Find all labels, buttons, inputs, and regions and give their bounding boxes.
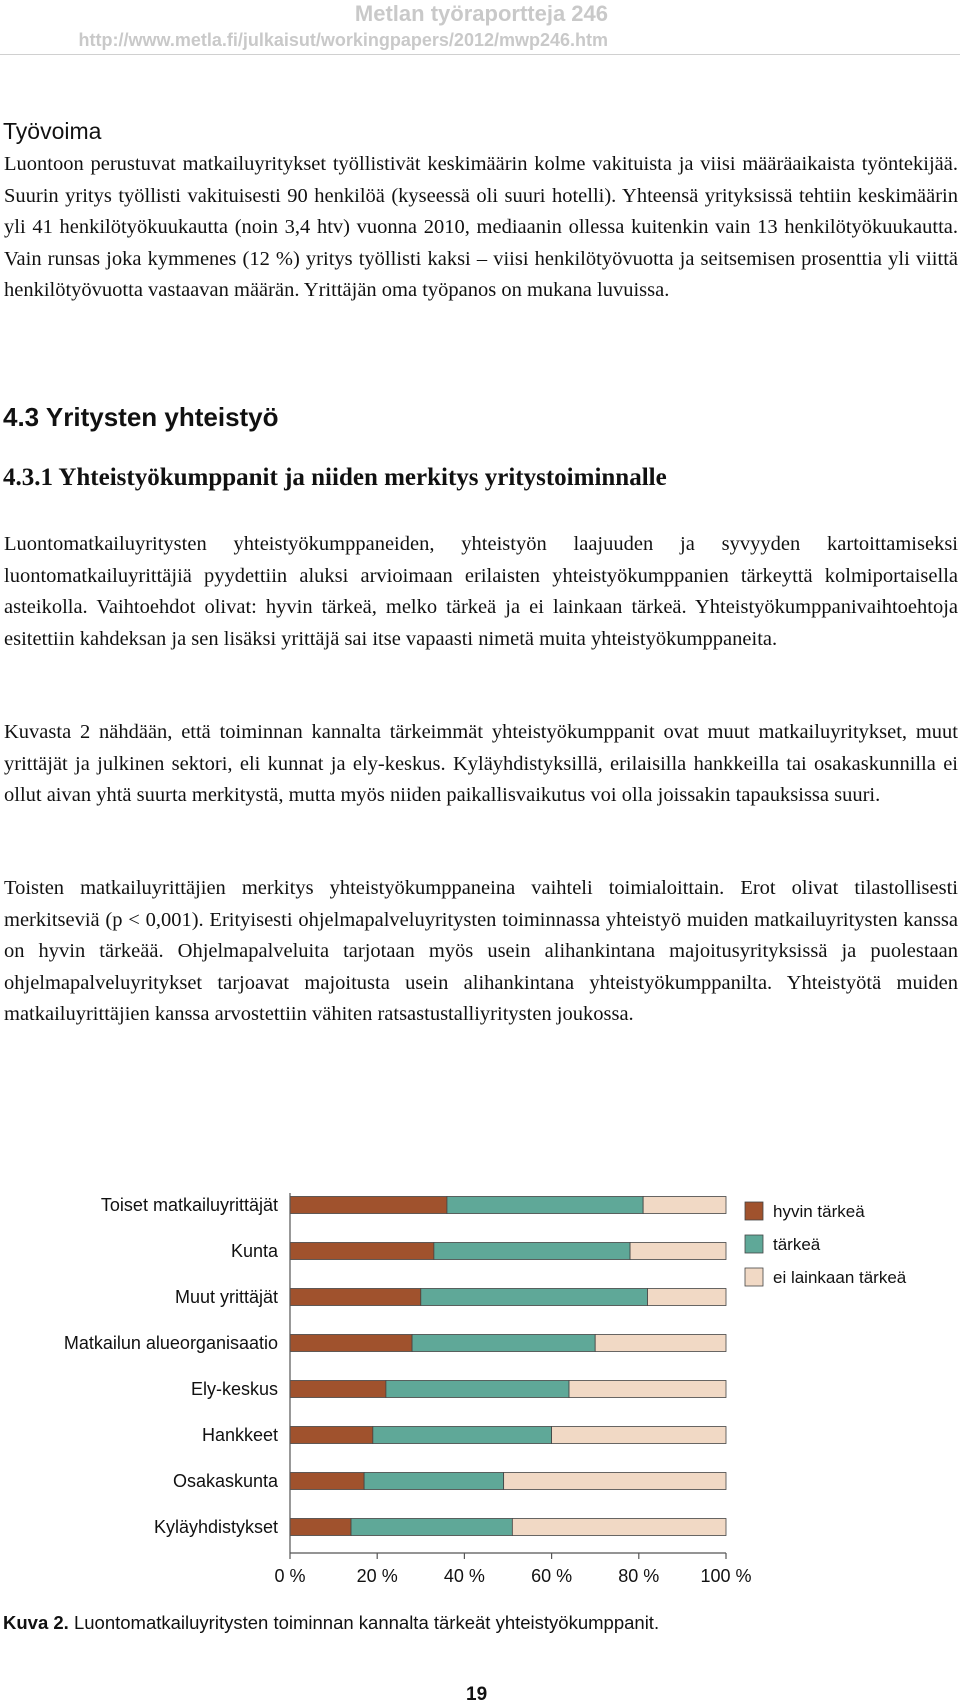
legend-swatch xyxy=(745,1202,763,1220)
figure-caption-label: Kuva 2. xyxy=(3,1612,69,1633)
category-label: Ely-keskus xyxy=(190,1379,278,1399)
category-label: Hankkeet xyxy=(201,1425,278,1445)
category-labels xyxy=(64,1195,279,1537)
bar-segment xyxy=(648,1289,726,1306)
journal-series-title: Metlan työraportteja 246 xyxy=(354,1,608,26)
bar-segment xyxy=(412,1335,595,1352)
category-label: Toiset matkailuyrittäjät xyxy=(100,1195,278,1215)
category-label: Osakaskunta xyxy=(172,1471,278,1491)
bar-segment xyxy=(434,1243,630,1260)
bar-segment xyxy=(630,1243,726,1260)
x-tick-label: 0 % xyxy=(274,1566,306,1586)
bars xyxy=(290,1197,726,1536)
x-ticks xyxy=(274,1553,751,1586)
paragraph-differences: Toisten matkailuyrittäjien merkitys yhteistyökumppaneina vaihteli toimialoittain. Erot olivat tilastollisesti merkitseviä (p < 0,001). Erityisesti ohjelmapalveluyritysten toiminnassa yhteistyö muiden matkailuyritysten kanssa on hyvin tärkeää. Ohjelmapalveluita tarjotaan myös usein alihankintana majoitusyrityksissä ja puolestaan ohjelmapalveluyritykset tarjoavat majoitusta usein alihankintana yhteistyökumppanilta. Yhteistyötä muiden matkailuyrittäjien kanssa arvostettiin vähiten ratsastustalliyritysten joukossa. xyxy=(4,877,958,1025)
paragraph-results: Kuvasta 2 nähdään, että toiminnan kannalta tärkeimmät yhteistyökumppanit ovat muut matkailuyritykset, muut yrittäjät ja julkinen sektori, eli kunnat ja ely-keskus. Kyläyhdistyksillä, erilaisilla hankkeilla tai osakaskunnilla ei ollut aivan yhtä suurta merkitystä, mutta myös niiden paikallisvaikutus voi olla joissakin tapauksissa suuri. xyxy=(4,721,958,806)
bar-segment xyxy=(552,1427,726,1444)
page-number: 19 xyxy=(466,1684,488,1705)
bar-segment xyxy=(290,1289,421,1306)
bar-segment xyxy=(643,1197,726,1214)
bar-segment xyxy=(290,1473,364,1490)
bar-segment xyxy=(290,1519,351,1536)
legend xyxy=(745,1202,907,1287)
bar-segment xyxy=(504,1473,726,1490)
section-heading: 4.3 Yritysten yhteistyö xyxy=(3,402,279,432)
bar-segment xyxy=(512,1519,726,1536)
x-tick-label: 40 % xyxy=(443,1566,485,1586)
bar-segment xyxy=(595,1335,726,1352)
bar-segment xyxy=(351,1519,512,1536)
figure-caption xyxy=(3,1612,659,1634)
x-tick-label: 80 % xyxy=(618,1566,660,1586)
category-label: Muut yrittäjät xyxy=(174,1287,278,1307)
legend-label: tärkeä xyxy=(773,1235,821,1254)
subsection-heading: 4.3.1 Yhteistyökumppanit ja niiden merkitys yritystoiminnalle xyxy=(3,464,667,491)
x-tick-label: 20 % xyxy=(356,1566,398,1586)
category-label: Kunta xyxy=(230,1241,278,1261)
legend-label: hyvin tärkeä xyxy=(773,1202,865,1221)
x-tick-label: 60 % xyxy=(531,1566,573,1586)
paragraph-workforce: Luontoon perustuvat matkailuyritykset työllistivät keskimäärin kolme vakituista ja viisi määräaikaista työntekijää. Suurin yritys työllisti vakituisesti 90 henkilöä (kyseessä oli suuri hotelli). Yhteensä yrityksissä tehtiin keskimäärin yli 41 henkilötyökuukautta (noin 3,4 htv) vuonna 2010, mediaanin ollessa kuitenkin vain 13 henkilötyökuukautta. Vain runsas joka kymmenes (12 %) yritys työllisti kaksi – viisi henkilötyövuotta ja seitsemisen prosenttia yli viittä henkilötyövuotta vastaavan määrän. Yrittäjän oma työpanos on mukana luvuissa. xyxy=(4,153,958,301)
legend-label: ei lainkaan tärkeä xyxy=(773,1268,907,1287)
legend-swatch xyxy=(745,1268,763,1286)
figure-caption-text: Luontomatkailuyritysten toiminnan kannalta tärkeät yhteistyökumppanit. xyxy=(68,1612,660,1633)
x-tick-label: 100 % xyxy=(700,1566,752,1586)
bar-segment xyxy=(290,1381,386,1398)
paragraph-method: Luontomatkailuyritysten yhteistyökumppaneiden, yhteistyön laajuuden ja syvyyden kartoittamiseksi luontomatkailuyrittäjiä pyydettiin aluksi arvioimaan erilaisten yhteistyökumppanien tärkeyttä kolmiportaisella asteikolla. Vaihtoehdot olivat: hyvin tärkeä, melko tärkeä ja ei lainkaan tärkeä. Yhteistyökumppanivaihtoehtoja esitettiin kahdeksan ja sen lisäksi yrittäjä sai itse vapaasti nimetä muita yhteistyökumppaneita. xyxy=(4,533,958,650)
bar-segment xyxy=(290,1243,434,1260)
bar-segment xyxy=(569,1381,726,1398)
bar-segment xyxy=(290,1427,373,1444)
bar-segment xyxy=(421,1289,648,1306)
bar-segment xyxy=(290,1335,412,1352)
partner-importance-chart xyxy=(0,1175,960,1600)
bar-segment xyxy=(364,1473,504,1490)
legend-swatch xyxy=(745,1235,763,1253)
bar-segment xyxy=(447,1197,643,1214)
header-rule xyxy=(0,54,960,55)
bar-segment xyxy=(386,1381,569,1398)
journal-url[interactable]: http://www.metla.fi/julkaisut/workingpapers/2012/mwp246.htm xyxy=(78,30,608,50)
section-label: Työvoima xyxy=(3,118,102,144)
bar-segment xyxy=(373,1427,552,1444)
category-label: Matkailun alueorganisaatio xyxy=(63,1333,278,1353)
category-label: Kyläyhdistykset xyxy=(153,1517,278,1537)
bar-segment xyxy=(290,1197,447,1214)
